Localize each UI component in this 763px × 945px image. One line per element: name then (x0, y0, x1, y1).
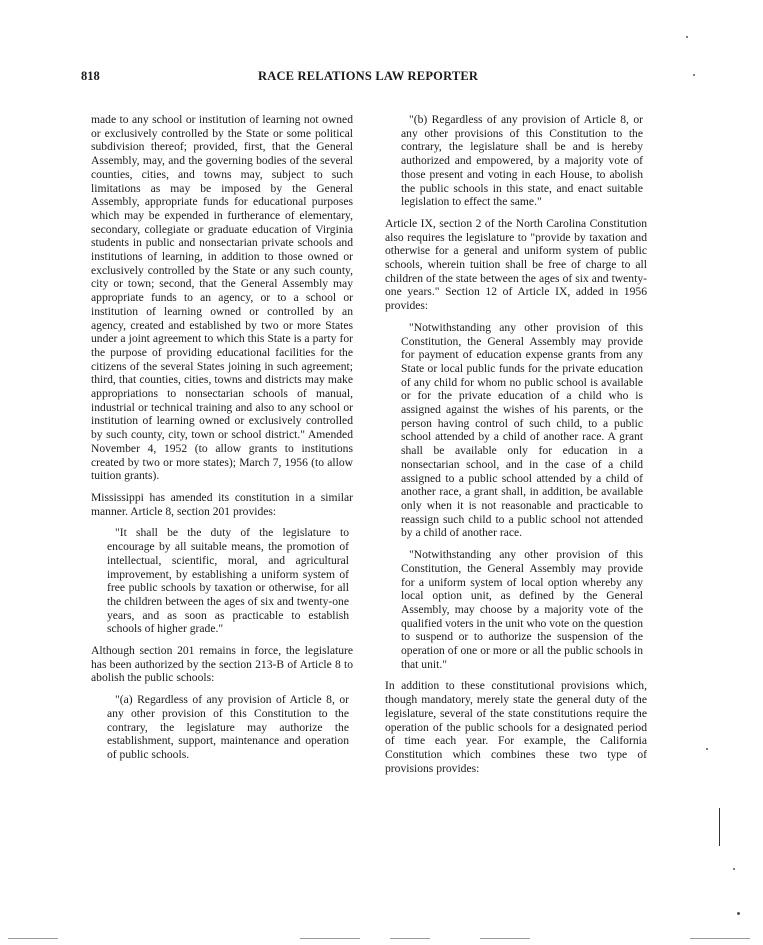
scan-margin-mark (719, 808, 720, 846)
quote-nc-grants: "Notwithstanding any other provision of this Constitution, the General Assembly may provide for payment of education expense grants from any State or local public funds for the private education of any child for whom no public school is available or for the private education of a child who is assigned against the wishes of his parents, or the person having control of such child, to a public school attended by a child of another race. A grant shall be available only for education in a nonsectarian school, and in the case of a child assigned to a public school attended by a child of another race, a grant shall, in addition, be available only when it is not reasonable and practicable to reassign such child to a public school not attended by a child of another race. (401, 320, 643, 540)
scan-edge-line (8, 938, 58, 939)
scan-speck (706, 748, 708, 750)
scan-speck (693, 74, 695, 76)
paragraph-virginia-continuation: made to any school or institution of learning not owned or exclusively controlled by the State or some political subdivision thereof; provided, first, that the General Assembly, may, and the governing bodies of the several counties, cities, and towns may, subject to such limitations as may be imposed by the General Assembly, appropriate funds for educational purposes which may be expended in furtherance of elementary, secondary, collegiate or graduate education of Virginia students in public and nonsectarian private schools and institutions of learning, in addition to those owned or exclusively controlled by the State or any such county, city or town; second, that the General Assembly may appropriate funds to an agency, or to a school or institution of learning owned or controlled by an agency, created and established by two or more States under a joint agreement to which this State is a party for the purpose of providing educational facilities for the citizens of the several States joining in such agreement; third, that counties, cities, towns and districts may make appropriations to nonsectarian schools of manual, industrial or technical training and also to any school or institution of learning owned or exclusively controlled by such county, city, town or school district." Amended November 4, 1952 (to allow grants to institutions created by two or more states); March 7, 1956 (to allow tuition grants). (91, 113, 353, 483)
paragraph-california-intro: In addition to these constitutional provisions which, though mandatory, merely state the general duty of the legislature, several of the state constitutions require the operation of the public schools for a designated period of time each year. For example, the California Constitution which combines these two type of provisions provides: (385, 679, 647, 775)
paragraph-mississippi-intro: Mississippi has amended its constitution in a similar manner. Article 8, section 201 provides: (91, 490, 353, 518)
quote-section-213b-a: "(a) Regardless of any provision of Article 8, or any other provision of this Constitution to the contrary, the legislature may authorize the establishment, support, maintenance and operation of public schools. (107, 693, 349, 761)
scan-edge-line (480, 938, 530, 939)
page-number: 818 (81, 69, 100, 83)
scan-edge-line (690, 938, 750, 939)
scan-speck (737, 912, 740, 915)
scan-edge-line (390, 938, 430, 939)
paragraph-north-carolina: Article IX, section 2 of the North Carolina Constitution also requires the legislature to "provide by taxation and otherwise for a general and uniform system of public schools, wherein tuition shall be free of charge to all children of the state between the ages of six and twenty-one years." Section 12 of Article IX, added in 1956 provides: (385, 216, 647, 313)
scan-edge-line (300, 938, 360, 939)
left-column (91, 113, 353, 770)
paragraph-section-213b-intro: Although section 201 remains in force, the legislature has been authorized by the section 213-B of Article 8 to abolish the public schools: (91, 644, 353, 685)
quote-section-201: "It shall be the duty of the legislature to encourage by all suitable means, the promotion of intellectual, scientific, moral, and agricultural improvement, by establishing a uniform system of free public schools by taxation or otherwise, for all the children between the ages of six and twenty-one years, and as soon as practicable to establish schools of higher grade." (107, 526, 349, 636)
quote-section-213b-b: "(b) Regardless of any provision of Article 8, or any other provisions of this Constitution to the contrary, the legislature shall be and is hereby authorized and empowered, by a majority vote of those present and voting in each House, to abolish the public schools in this state, and enact suitable legislation to effect the same." (401, 113, 643, 209)
quote-nc-local-option: "Notwithstanding any other provision of this Constitution, the General Assembly may provide for a uniform system of local option whereby any local option unit, as defined by the General Assembly, may choose by a majority vote of the qualified voters in the unit who vote on the question to suspend or to authorize the suspension of the operation of one or more or all the public schools in that unit." (401, 548, 643, 671)
scan-speck (686, 36, 688, 38)
right-column (385, 113, 647, 783)
scan-speck (733, 868, 735, 870)
running-head: RACE RELATIONS LAW REPORTER (258, 69, 479, 83)
